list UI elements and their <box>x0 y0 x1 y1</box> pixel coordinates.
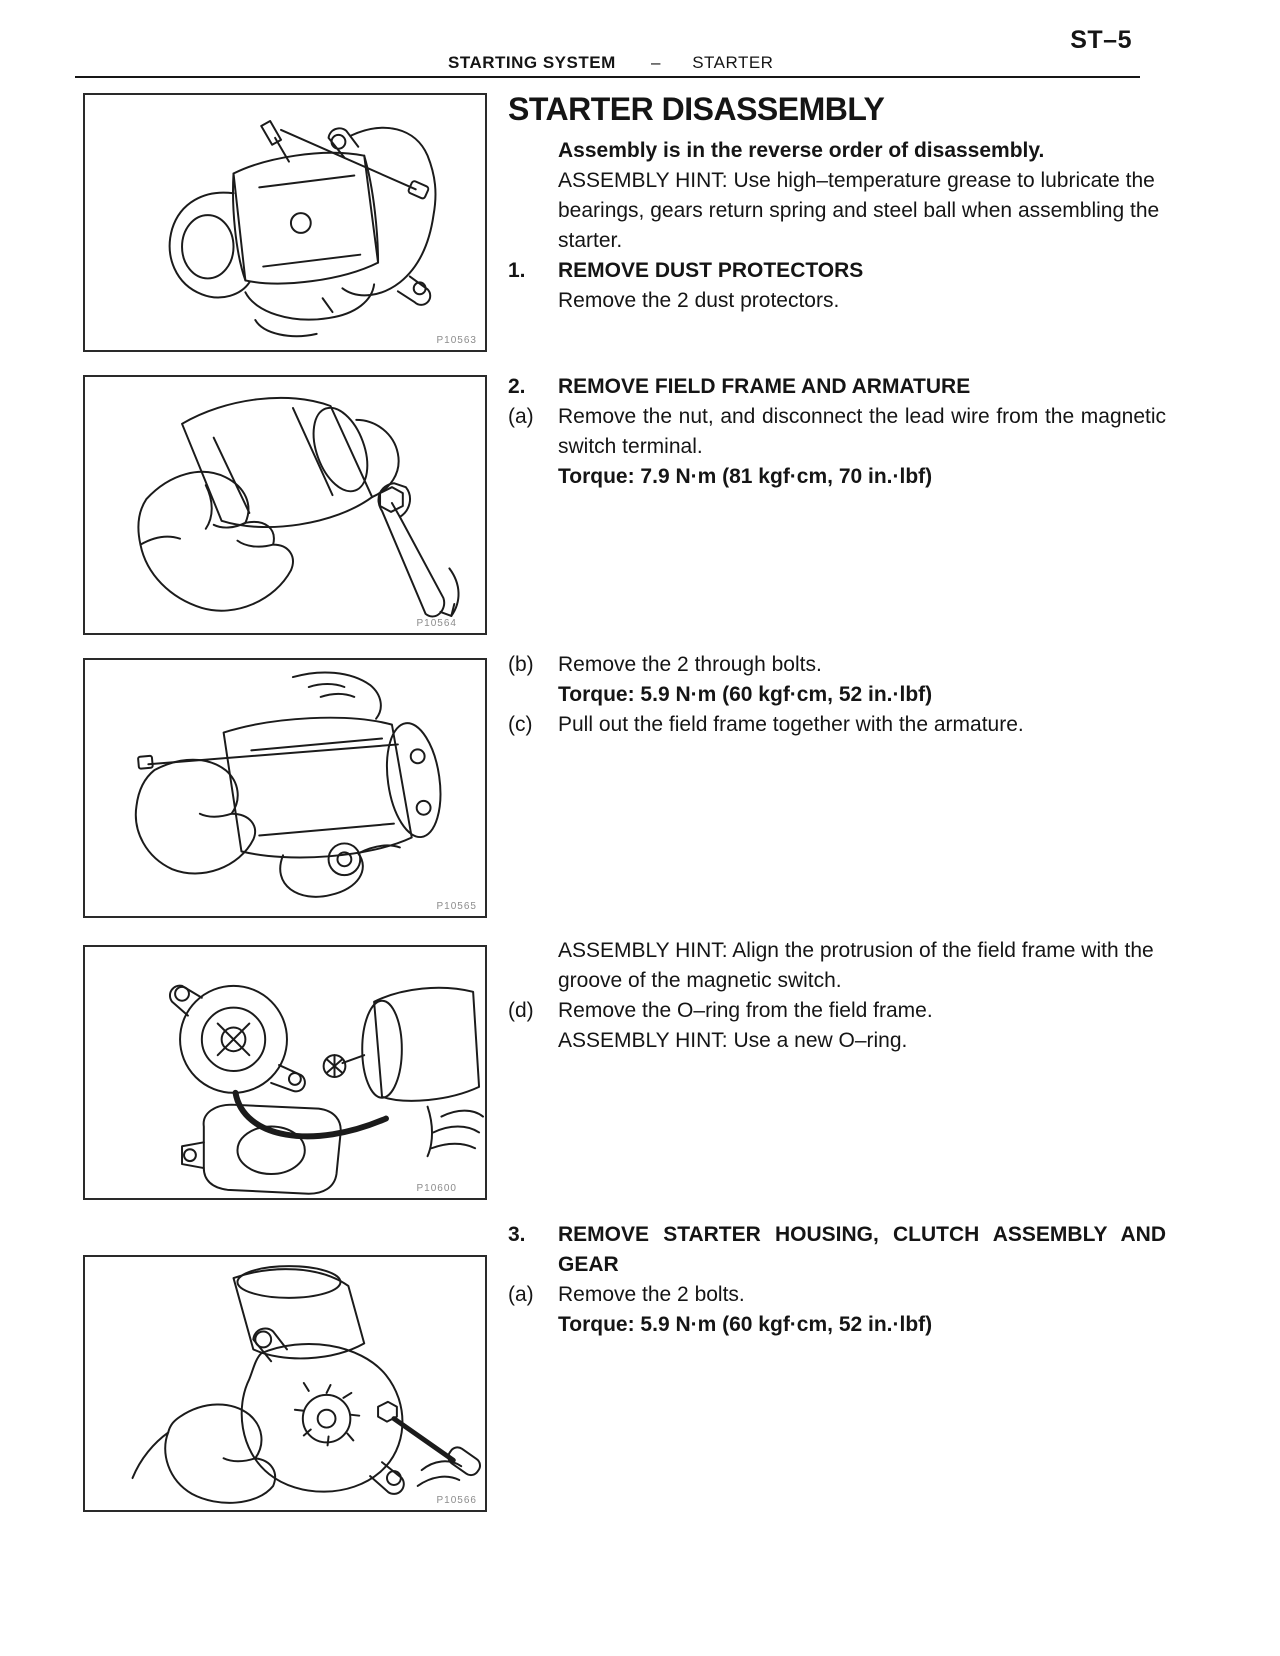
substep-label: (a) <box>508 405 534 428</box>
section-step3 <box>508 1220 1166 1340</box>
substep-text: Remove the nut, and disconnect the lead wire from the magnetic switch terminal. <box>558 405 1166 458</box>
starter-assembly-illustration <box>85 95 485 350</box>
housing-bolt-removal-illustration <box>85 1257 485 1510</box>
running-header-separator: – <box>650 53 661 72</box>
step-heading: REMOVE FIELD FRAME AND ARMATURE <box>558 375 971 398</box>
figure-box-5 <box>83 1255 487 1512</box>
step-heading: REMOVE DUST PROTECTORS <box>558 259 864 282</box>
figure-box-4 <box>83 945 487 1200</box>
page-title: STARTER DISASSEMBLY <box>508 91 885 127</box>
substep-b-row <box>508 650 1166 680</box>
step-2-heading-row <box>508 372 1166 402</box>
running-header-section: STARTER <box>692 53 774 72</box>
torque-spec: Torque: 5.9 N·m (60 kgf·cm, 52 in.·lbf) <box>558 683 933 706</box>
figure-box-1 <box>83 93 487 352</box>
section-intro <box>508 90 1166 316</box>
step-heading: REMOVE STARTER HOUSING, CLUTCH ASSEMBLY AND GEAR <box>558 1223 1166 1276</box>
figure-code: P10565 <box>436 901 477 912</box>
step-1-heading-row <box>508 256 1166 286</box>
running-header-system: STARTING SYSTEM <box>448 53 616 72</box>
figure-box-3 <box>83 658 487 918</box>
substep-c-row <box>508 710 1166 740</box>
torque-spec: Torque: 5.9 N·m (60 kgf·cm, 52 in.·lbf) <box>558 1313 933 1336</box>
torque-spec: Torque: 7.9 N·m (81 kgf·cm, 70 in.·lbf) <box>558 465 933 488</box>
step-number: 3. <box>508 1223 526 1246</box>
page-number: ST–5 <box>1070 26 1132 54</box>
substep-text: Remove the 2 through bolts. <box>558 653 822 676</box>
section-step2-d <box>508 936 1166 1056</box>
header-rule <box>75 76 1140 78</box>
wrench-on-terminal-nut-illustration <box>85 377 485 633</box>
section-step2 <box>508 372 1166 492</box>
step-3-heading-row <box>508 1220 1166 1280</box>
substep-label: (c) <box>508 713 533 736</box>
running-header <box>448 53 773 73</box>
assembly-hint-oring: ASSEMBLY HINT: Use a new O–ring. <box>558 1029 908 1052</box>
substep-label: (d) <box>508 999 534 1022</box>
substep-d-row <box>508 996 1166 1026</box>
section-step2-bc <box>508 650 1166 740</box>
intro-assembly-hint: ASSEMBLY HINT: Use high–temperature grease to lubricate the bearings, gears return spring and steel ball when assembling the starter. <box>558 169 1160 252</box>
assembly-hint-align: ASSEMBLY HINT: Align the protrusion of the field frame with the groove of the magnetic switch. <box>558 939 1154 992</box>
substep-label: (a) <box>508 1283 534 1306</box>
through-bolt-removal-illustration <box>85 660 485 916</box>
figure-code: P10566 <box>436 1495 477 1506</box>
substep-text: Pull out the field frame together with the armature. <box>558 713 1024 736</box>
figure-code: P10563 <box>436 335 477 346</box>
step-number: 2. <box>508 375 526 398</box>
substep-a-row <box>508 1280 1166 1310</box>
figure-code: P10564 <box>416 618 457 629</box>
field-frame-exploded-illustration <box>85 947 485 1198</box>
substep-a-row <box>508 402 1166 462</box>
step-number: 1. <box>508 259 526 282</box>
figure-code: P10600 <box>416 1183 457 1194</box>
step-1-body: Remove the 2 dust protectors. <box>558 289 840 312</box>
figure-box-2 <box>83 375 487 635</box>
intro-bold-line: Assembly is in the reverse order of disassembly. <box>558 139 1045 162</box>
substep-text: Remove the O–ring from the field frame. <box>558 999 933 1022</box>
substep-label: (b) <box>508 653 534 676</box>
substep-text: Remove the 2 bolts. <box>558 1283 745 1306</box>
